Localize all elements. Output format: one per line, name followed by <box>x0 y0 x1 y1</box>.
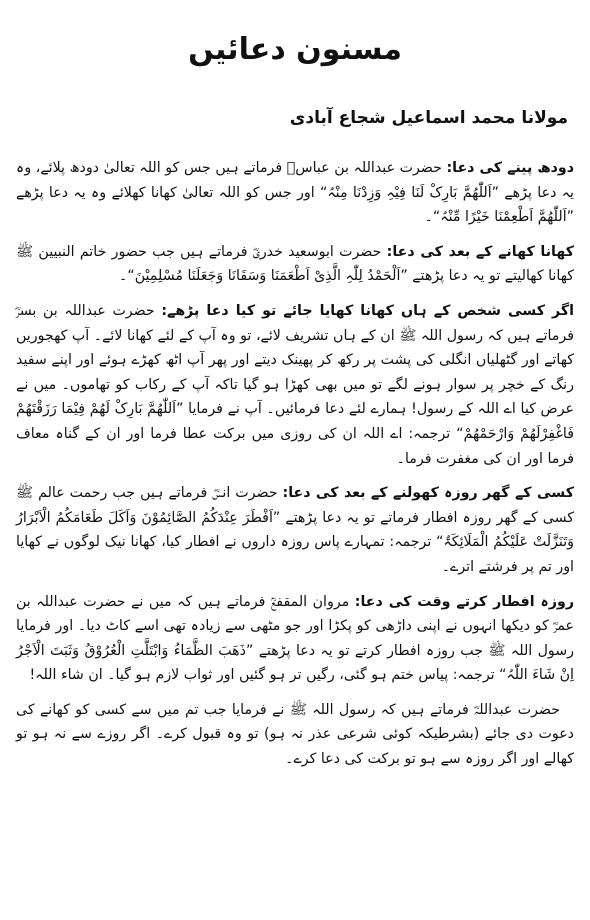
paragraph-text: حضرت عبداللہ بن بسرؓ فرماتے ہیں کہ رسول اللہ ﷺ ان کے ہاں تشریف لائے، تو وہ آپ کے لئے کھانا لائے۔ آپ کھجوریں کھاتے اور گٹھلیاں انگلی کی پشت پر رکھ کر پھینک دیتے اور پھر آپ اٹھ کھڑے ہوئے اور اپنے سفید رنگ کے خچر پر سوار ہونے لگے تو میں بھی کھڑا ہو گیا تاکہ آپ کے رکاب کو تھاموں۔ میں نے عرض کیا اے اللہ کے رسول! ہمارے لئے دعا فرمائیں۔ آپ نے فرمایا ”اَللّٰھُمَّ بَارِکْ لَھُمْ فِیْمَا رَزَقْتَھُمْ فَاغْفِرْلَھُمْ وَارْحَمْھُمْ“ ترجمہ: اے اللہ ان کی روزی میں برکت عطا فرما اور ان کے گناہ معاف فرما اور ان کی مغفرت فرما۔ <box>16 302 574 467</box>
paragraph-heading: کسی کے گھر روزہ کھولنے کے بعد کی دعا: <box>282 485 574 502</box>
paragraph-heading: کھانا کھانے کے بعد کی دعا: <box>386 243 574 260</box>
paragraph-text: حضرت ابوسعید خدریؓ فرماتے ہیں جب حضور خاتم النبیین ﷺ کھانا کھالیتے تو یہ دعا پڑھتے ”اَلْحَمْدُ لِلّٰہِ الَّذِیْ اَطْعَمَنَا وَسَقَانَا وَجَعَلَنَا مُسْلِمِیْنَ“۔ <box>16 243 574 285</box>
paragraph-iftar-dua <box>16 590 574 688</box>
paragraph-after-meal-dua <box>16 240 574 289</box>
paragraph-iftar-at-home-dua <box>16 481 574 579</box>
paragraph-text: مروان المقفعؒ فرماتے ہیں کہ میں نے حضرت عبداللہ بن عمرؓ کو دیکھا انہوں نے اپنی داڑھی کو پکڑا اور جو مٹھی سے زیادہ تھی اسے کاٹ دیا۔ اور فرمایا رسول اللہ ﷺ جب روزہ افطار کرتے تو یہ دعا پڑھتے ”ذَھَبَ الظَّمَاءُ وَابْتَلَّتِ الْعُرُوْقُ وَثَبَتَ الْاَجْرُ اِنْ شَاءَ اللّٰہُ“ ترجمہ: پیاس ختم ہو گئی، رگیں تر ہو گئیں اور ثواب لازم ہو گیا۔ ان شاء اللہ! <box>16 593 574 684</box>
paragraph-text: حضرت عبداللہ بن عباسؓ فرماتے ہیں جس کو اللہ تعالیٰ دودھ پلائے، وہ یہ دعا پڑھے ”اَللّٰھُمَّ بَارِکْ لَنَا فِیْہِ وَزِدْنَا مِنْہُ“ اور جس کو اللہ تعالیٰ کھانا کھلائے وہ یہ دعا پڑھے ”اَللّٰھُمَّ اَطْعِمْنَا خَیْرًا مِّنْہُ“۔ <box>16 160 574 226</box>
paragraph-host-dua <box>16 299 574 471</box>
paragraph-heading: اگر کسی شخص کے ہاں کھانا کھایا جائے تو کیا دعا پڑھے: <box>161 302 574 319</box>
author-name: مولانا محمد اسماعیل شجاع آبادی <box>289 108 568 128</box>
page-title: مسنون دعائیں <box>188 32 402 67</box>
paragraph-heading: دودھ پینے کی دعا: <box>446 160 574 176</box>
paragraph-text: حضرت انسؓ فرماتے ہیں جب رحمت عالم ﷺ کسی کے گھر روزہ افطار فرماتے تو یہ دعا پڑھتے ”اَفْطَرَ عِنْدَکُمُ الصَّائِمُوْنَ وَاَکَلَ طَعَامَکُمُ الْاَبْرَارُ وَتَنَزَّلَتْ عَلَیْکُمُ الْمَلَائِکَۃُ“ ترجمہ: تمہارے پاس روزہ داروں نے افطار کیا، کھانا نیک لوگوں نے کھایا اور تم پر فرشتے اترے۔ <box>16 485 574 575</box>
paragraph-heading: روزہ افطار کرتے وقت کی دعا: <box>354 593 574 610</box>
paragraph-milk-dua <box>16 156 574 230</box>
paragraph-invitation <box>16 698 574 772</box>
paragraph-text: حضرت عبداللہؓ فرماتے ہیں کہ رسول اللہ ﷺ نے فرمایا جب تم میں سے کسی کو کھانے کی دعوت دی جائے (بشرطیکہ کوئی شرعی عذر نہ ہو) تو وہ قبول کرے۔ اگر روزے سے نہ ہو تو کھالے اور اگر روزہ سے ہو تو برکت کی دعا کرے۔ <box>16 701 574 768</box>
